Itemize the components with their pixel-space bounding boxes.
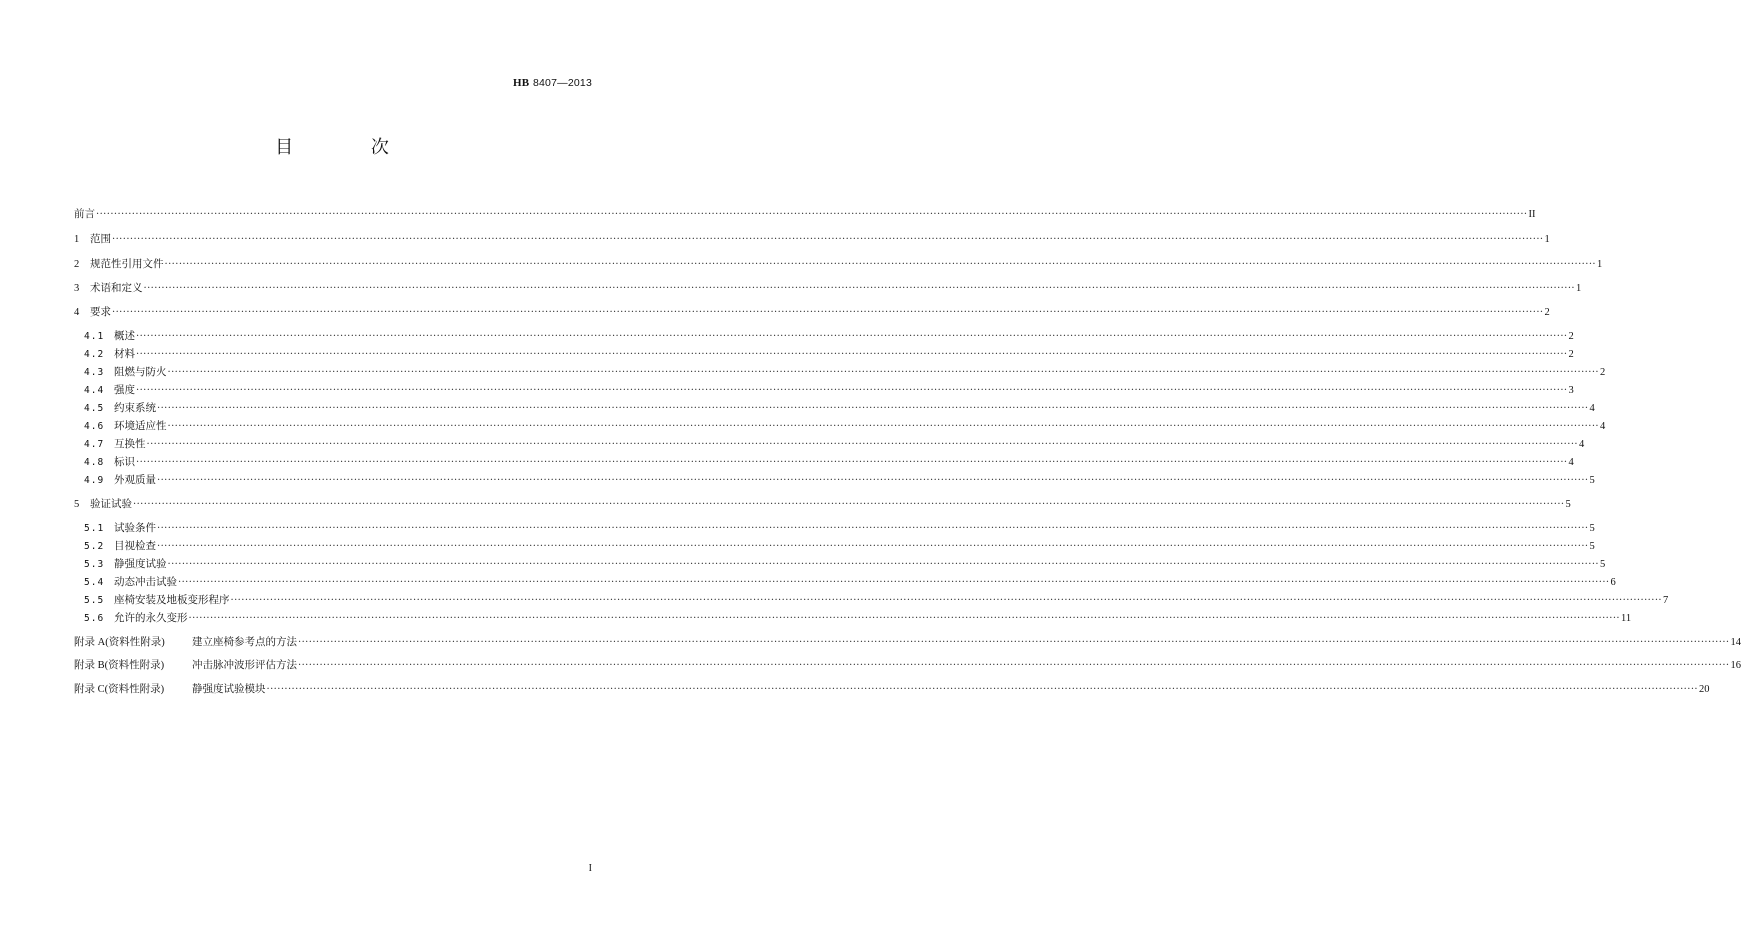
toc-dot-leader: ················································································································································································································································································································································································································ bbox=[230, 595, 1662, 606]
toc-entry-number: 4.9 bbox=[84, 475, 105, 486]
toc-entry-label: 冲击脉冲波形评估方法 bbox=[192, 659, 297, 671]
toc-entry-page: 11 bbox=[1620, 613, 1632, 624]
toc-entry[interactable] bbox=[74, 576, 1616, 589]
toc-entry-number: 3 bbox=[74, 283, 80, 294]
toc-dot-leader: ················································································································································································································································································································································································································ bbox=[157, 541, 1589, 552]
toc-entry-page: 5 bbox=[1589, 541, 1595, 552]
toc-dot-leader: ················································································································································································································································································································································································································ bbox=[188, 613, 1620, 624]
toc-entry[interactable] bbox=[74, 208, 1536, 221]
toc-entry-page: 6 bbox=[1610, 577, 1616, 588]
toc-entry-page: 1 bbox=[1544, 234, 1550, 245]
toc-entry-label: 规范性引用文件 bbox=[90, 258, 164, 270]
toc-entry[interactable] bbox=[74, 522, 1595, 535]
toc-entry-number: 4.7 bbox=[84, 439, 105, 450]
toc-dot-leader: ················································································································································································································································································································································································································ bbox=[167, 559, 1599, 570]
toc-entry-page: 5 bbox=[1565, 499, 1571, 510]
toc-entry[interactable] bbox=[74, 233, 1550, 246]
toc-dot-leader: ················································································································································································································································································································································································································ bbox=[136, 331, 1568, 342]
toc-entry-number: 附录 C(资料性附录) bbox=[74, 684, 165, 695]
toc-entry-page: 4 bbox=[1589, 403, 1595, 414]
toc-dot-leader: ················································································································································································································································································································································································································ bbox=[136, 385, 1568, 396]
toc-entry-label: 强度 bbox=[114, 384, 135, 396]
toc-entry[interactable] bbox=[74, 420, 1606, 433]
toc-entry-label: 标识 bbox=[114, 456, 135, 468]
toc-entry-page: II bbox=[1528, 209, 1536, 220]
toc-entry-page: 1 bbox=[1575, 283, 1582, 294]
toc-entry[interactable] bbox=[74, 438, 1585, 451]
toc-dot-leader: ················································································································································································································································································································································································································ bbox=[157, 403, 1589, 414]
toc-entry-page: 20 bbox=[1698, 684, 1710, 695]
toc-entry[interactable] bbox=[74, 540, 1595, 553]
toc-entry-label: 外观质量 bbox=[114, 474, 156, 486]
toc-dot-leader: ················································································································································································································································································································································································································ bbox=[178, 577, 1610, 588]
toc-entry-number: 2 bbox=[74, 259, 80, 270]
toc-dot-leader: ················································································································································································································································································································································································································ bbox=[164, 259, 1596, 270]
toc-entry-label: 试验条件 bbox=[114, 522, 156, 534]
toc-entry-label: 目视检查 bbox=[114, 540, 156, 552]
toc-entry-number: 5.1 bbox=[84, 523, 105, 534]
toc-entry-number: 5.2 bbox=[84, 541, 105, 552]
toc-entry-page: 5 bbox=[1589, 523, 1595, 534]
toc-entry[interactable] bbox=[74, 282, 1582, 295]
toc-entry-page: 3 bbox=[1568, 385, 1574, 396]
toc-entry[interactable] bbox=[74, 456, 1574, 469]
toc-entry-page: 4 bbox=[1578, 439, 1585, 450]
toc-entry-number: 4 bbox=[74, 307, 80, 318]
standard-code bbox=[513, 76, 592, 89]
toc-entry[interactable] bbox=[74, 306, 1550, 319]
toc-entry-page: 5 bbox=[1589, 475, 1595, 486]
toc-dot-leader: ················································································································································································································································································································································································································ bbox=[298, 660, 1730, 671]
toc-entry-number: 5 bbox=[74, 499, 80, 510]
page-number: I bbox=[588, 863, 592, 874]
toc-entry[interactable] bbox=[74, 384, 1574, 397]
toc-entry-number: 5.4 bbox=[84, 577, 105, 588]
toc-entry[interactable] bbox=[74, 498, 1571, 511]
toc-entry-label: 阻燃与防火 bbox=[114, 366, 167, 378]
toc-dot-leader: ················································································································································································································································································································································································································ bbox=[133, 499, 1565, 510]
toc-entry-label: 验证试验 bbox=[90, 498, 132, 510]
standard-prefix: HB bbox=[512, 77, 530, 89]
toc-entry[interactable] bbox=[74, 659, 1741, 672]
toc-entry-number: 4.6 bbox=[84, 421, 105, 432]
toc-entry-page: 2 bbox=[1599, 367, 1606, 378]
toc-entry-page: 5 bbox=[1599, 559, 1606, 570]
toc-dot-leader: ················································································································································································································································································································································································································ bbox=[146, 439, 1578, 450]
toc-entry-page: 1 bbox=[1596, 259, 1603, 270]
toc-entry-label: 互换性 bbox=[114, 438, 146, 450]
toc-entry-label: 术语和定义 bbox=[90, 282, 143, 294]
toc-entry[interactable] bbox=[74, 402, 1595, 415]
toc-entry-page: 2 bbox=[1544, 307, 1550, 318]
toc-entry[interactable] bbox=[74, 258, 1603, 271]
toc-entry[interactable] bbox=[74, 330, 1574, 343]
toc-dot-leader: ················································································································································································································································································································································································································ bbox=[143, 283, 1575, 294]
toc-entry-page: 2 bbox=[1568, 349, 1574, 360]
toc-entry-label: 环境适应性 bbox=[114, 420, 167, 432]
toc-entry-page: 4 bbox=[1599, 421, 1606, 432]
toc-entry-label: 要求 bbox=[90, 306, 111, 318]
toc-entry-page: 14 bbox=[1730, 637, 1741, 648]
toc-entry-number: 5.5 bbox=[84, 595, 105, 606]
toc-entry[interactable] bbox=[74, 474, 1595, 487]
toc-entry-number: 5.3 bbox=[84, 559, 105, 570]
toc-dot-leader: ················································································································································································································································································································································································································ bbox=[167, 367, 1599, 378]
toc-entry-label: 静强度试验模块 bbox=[192, 683, 266, 695]
toc-entry-label: 允许的永久变形 bbox=[114, 612, 188, 624]
toc-dot-leader: ················································································································································································································································································································································································································ bbox=[136, 349, 1568, 360]
toc-dot-leader: ················································································································································································································································································································································································································ bbox=[167, 421, 1599, 432]
toc-entry-label: 动态冲击试验 bbox=[114, 576, 177, 588]
toc-dot-leader: ················································································································································································································································································································································································································ bbox=[96, 209, 1528, 220]
toc-entry-number: 4.1 bbox=[84, 331, 105, 342]
toc-entry[interactable] bbox=[74, 558, 1606, 571]
toc-entry-label: 前言 bbox=[74, 208, 95, 220]
toc-entry-label: 材料 bbox=[114, 348, 135, 360]
toc-entry-number: 4.8 bbox=[84, 457, 105, 468]
toc-entry-label: 建立座椅参考点的方法 bbox=[192, 636, 297, 648]
toc-entry-number: 5.6 bbox=[84, 613, 105, 624]
toc-entry-number: 1 bbox=[74, 234, 80, 245]
standard-number: 8407—2013 bbox=[532, 77, 592, 89]
toc-entry-label: 座椅安装及地板变形程序 bbox=[114, 594, 230, 606]
toc-dot-leader: ················································································································································································································································································································································································································ bbox=[298, 637, 1730, 648]
toc-entry[interactable] bbox=[74, 366, 1606, 379]
toc-entry-page: 4 bbox=[1568, 457, 1574, 468]
toc-entry-page: 7 bbox=[1662, 595, 1669, 606]
page-title: 目 次 bbox=[275, 137, 425, 158]
toc-entry-number: 4.3 bbox=[84, 367, 105, 378]
toc-entry-page: 2 bbox=[1568, 331, 1574, 342]
toc-entry-label: 概述 bbox=[114, 330, 135, 342]
toc-dot-leader: ················································································································································································································································································································································································································ bbox=[112, 307, 1544, 318]
toc-entry[interactable] bbox=[74, 594, 1669, 607]
toc-dot-leader: ················································································································································································································································································································································································································ bbox=[157, 523, 1589, 534]
toc-dot-leader: ················································································································································································································································································································································································································ bbox=[157, 475, 1589, 486]
toc-entry-number: 4.4 bbox=[84, 385, 105, 396]
toc-entry-number: 4.2 bbox=[84, 349, 105, 360]
toc-entry-number: 附录 A(资料性附录) bbox=[74, 637, 165, 648]
toc-entry-label: 静强度试验 bbox=[114, 558, 167, 570]
toc-dot-leader: ················································································································································································································································································································································································································ bbox=[136, 457, 1568, 468]
toc-entry[interactable] bbox=[74, 636, 1741, 649]
toc-dot-leader: ················································································································································································································································································································································································································ bbox=[112, 234, 1544, 245]
toc-dot-leader: ················································································································································································································································································································································································································ bbox=[266, 684, 1698, 695]
toc-entry[interactable] bbox=[74, 612, 1632, 625]
toc-entry[interactable] bbox=[74, 348, 1574, 361]
toc-entry-label: 范围 bbox=[90, 233, 111, 245]
toc-entry-page: 16 bbox=[1730, 660, 1741, 671]
toc-entry-label: 约束系统 bbox=[114, 402, 156, 414]
toc-entry-number: 4.5 bbox=[84, 403, 105, 414]
toc-entry-number: 附录 B(资料性附录) bbox=[74, 660, 165, 671]
toc-entry[interactable] bbox=[74, 683, 1710, 696]
